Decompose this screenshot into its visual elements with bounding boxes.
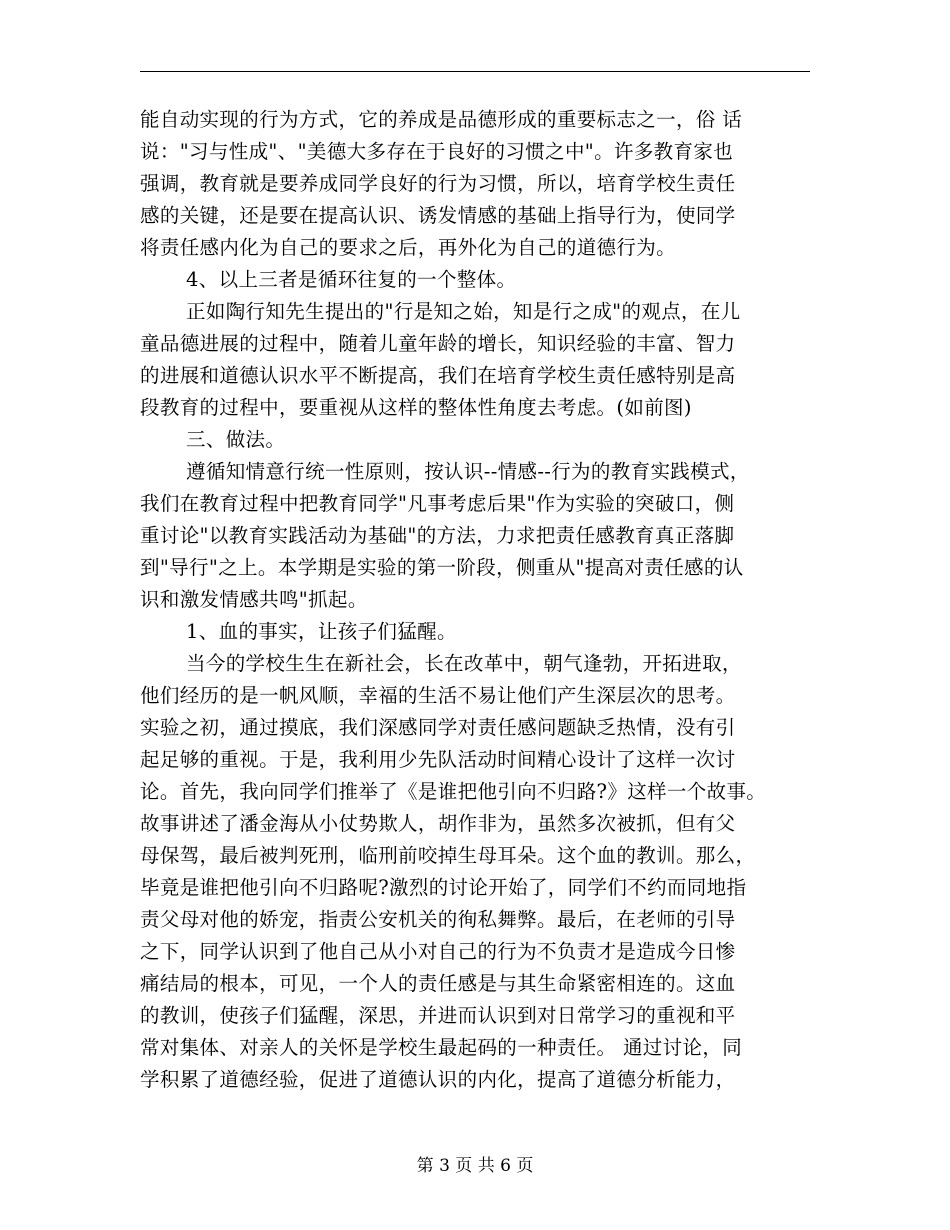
text-line: 学积累了道德经验，促进了道德认识的内化，提高了道德分析能力，: [140, 1068, 736, 1091]
text-line: 重讨论"以教育实践活动为基础"的方法，力求把责任感教育真正落脚: [140, 524, 735, 547]
text-line: 段教育的过程中，要重视从这样的整体性角度去考虑。(如前图): [140, 396, 692, 419]
text-line: 当今的学校生生在新社会，长在改革中，朝气逢勃，开拓进取，: [186, 652, 742, 675]
text-line: 到"导行"之上。本学期是实验的第一阶段，侧重从"提高对责任感的认: [140, 556, 744, 579]
text-line: 强调，教育就是要养成同学良好的行为习惯，所以，培育学校生责任: [140, 172, 736, 195]
text-line: 三、做法。: [186, 428, 286, 451]
text-line: 感的关键，还是要在提高认识、诱发情感的基础上指导行为，使同学: [140, 204, 736, 227]
text-line: 之下，同学认识到了他自己从小对自己的行为不负责才是造成今日惨: [140, 940, 736, 963]
text-line: 我们在教育过程中把教育同学"凡事考虑后果"作为实验的突破口，侧: [140, 492, 735, 515]
text-line: 童品德进展的过程中，随着儿童年龄的增长，知识经验的丰富、智力: [140, 332, 736, 355]
text-line: 识和激发情感共鸣"抓起。: [140, 588, 368, 611]
text-line: 说："习与性成"、"美德大多存在于良好的习惯之中"。许多教育家也: [140, 140, 734, 163]
header-rule: [140, 71, 810, 72]
text-line: 的教训，使孩子们猛醒，深思，并进而认识到对日常学习的重视和平: [140, 1004, 736, 1027]
text-line: 将责任感内化为自己的要求之后，再外化为自己的道德行为。: [140, 236, 676, 259]
page-number: 第 3 页 共 6 页: [416, 1156, 534, 1176]
text-line: 故事讲述了潘金海从小仗势欺人，胡作非为，虽然多次被抓，但有父: [140, 812, 736, 835]
text-line: 1、血的事实，让孩子们猛醒。: [186, 620, 457, 643]
text-line: 论。首先，我向同学们推举了《是谁把他引向不归路?》这样一个故事。: [140, 780, 767, 803]
text-line: 起足够的重视。于是，我利用少先队活动时间精心设计了这样一次讨: [140, 748, 736, 771]
text-line: 痛结局的根本，可见，一个人的责任感是与其生命紧密相连的。这血: [140, 972, 736, 995]
text-line: 他们经历的是一帆风顺，幸福的生活不易让他们产生深层次的思考。: [140, 684, 736, 707]
text-line: 实验之初，通过摸底，我们深感同学对责任感问题缺乏热情，没有引: [140, 716, 736, 739]
text-line: 责父母对他的娇宠，指责公安机关的徇私舞弊。最后，在老师的引导: [140, 908, 736, 931]
text-line: 常对集体、对亲人的关怀是学校生最起码的一种责任。 通过讨论，同: [140, 1036, 743, 1059]
text-line: 遵循知情意行统一性原则，按认识--情感--行为的教育实践模式，: [186, 460, 750, 483]
text-line: 4、以上三者是循环往复的一个整体。: [186, 268, 517, 291]
text-line: 正如陶行知先生提出的"行是知之始，知是行之成"的观点，在儿: [186, 300, 741, 323]
text-line: 毕竟是谁把他引向不归路呢?激烈的讨论开始了，同学们不约而同地指: [140, 876, 747, 899]
text-line: 能自动实现的行为方式，它的养成是品德形成的重要标志之一，俗 话: [140, 108, 743, 131]
document-body: [140, 104, 812, 1096]
text-line: 的进展和道德认识水平不断提高，我们在培育学校生责任感特别是高: [140, 364, 736, 387]
text-line: 母保驾，最后被判死刑，临刑前咬掉生母耳朵。这个血的教训。那么，: [140, 844, 756, 867]
